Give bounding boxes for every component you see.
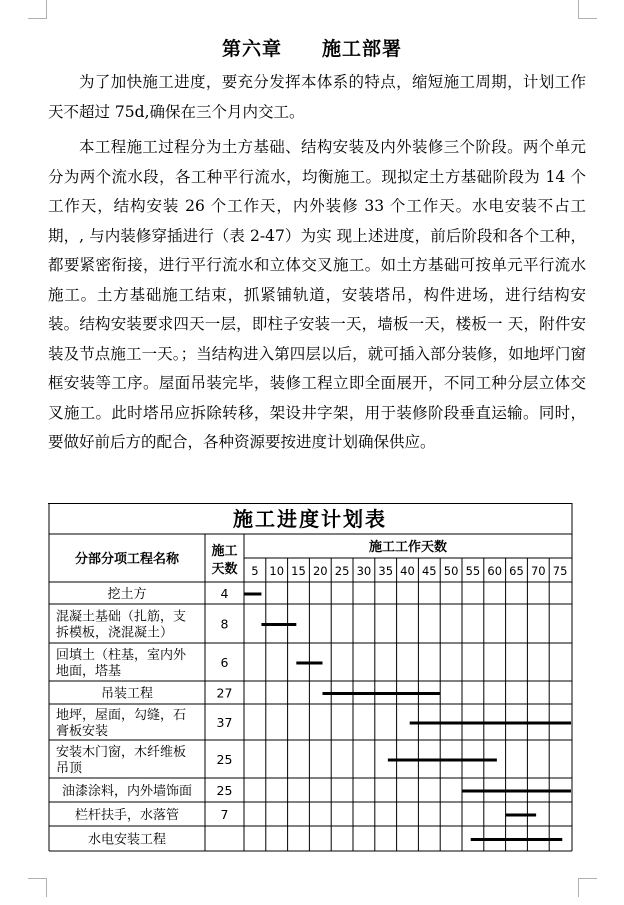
tick-label: 50 [443,564,459,578]
task-name: 水电安装工程 [87,832,167,848]
task-name: 地面，塔基 [56,664,122,679]
chapter-title: 施工部署 [322,38,403,60]
schedule-grid [48,503,574,861]
tick-label: 45 [421,564,437,578]
tick-label: 55 [465,564,481,578]
tick-label: 20 [312,564,328,578]
task-days: 6 [220,655,229,670]
task-name: 回填土（柱基，室内外 [56,648,187,663]
tick-label: 75 [552,564,568,578]
column-header-days: 天数 [211,562,238,577]
page-corner-mark [578,878,597,897]
tick-label: 60 [487,564,503,578]
tick-label: 65 [509,564,524,578]
column-header-timeline: 施工工作天数 [368,540,448,555]
task-name: 膏板安装 [56,724,109,739]
paragraph: 为了加快施工进度，要充分发挥本体系的特点，缩短施工周期，计划工作天不超过 75d,确保在三个月内交工。 [48,73,586,121]
task-days: 25 [216,783,233,798]
page-corner-mark [578,0,597,19]
tick-label: 70 [530,564,546,578]
task-name: 挖土方 [107,587,147,602]
task-name: 安装木门窗，木纤维板 [56,745,187,760]
tick-label: 35 [378,564,394,578]
task-name: 拆模板，浇混凝土） [56,625,174,641]
page-corner-mark [28,878,47,897]
tick-label: 40 [400,564,415,578]
task-name: 吊顶 [56,761,83,776]
task-name: 地坪，屋面，勾缝，石 [56,708,187,723]
task-days: 7 [220,807,229,822]
task-name: 油漆涂料，内外墙饰面 [61,784,193,799]
task-days: 4 [220,586,229,601]
tick-label: 30 [356,564,372,578]
task-name: 吊装工程 [100,686,154,702]
schedule-title: 施工进度计划表 [48,503,572,535]
task-days: 37 [216,715,233,730]
task-days: 25 [216,752,233,767]
column-header-name: 分部分项工程名称 [74,552,180,567]
tick-label: 10 [269,564,285,578]
page-corner-mark [28,0,47,19]
chapter-number: 第六章 [221,38,282,60]
task-days: 8 [220,616,229,632]
tick-label: 15 [291,564,306,578]
task-name: 混凝土基础（扎筋，支 [56,609,187,625]
paragraph: 本工程施工过程分为土方基础、结构安装及内外装修三个阶段。两个单元分为两个流水段，各工种平行流水，均衡施工。现拟定土方基础阶段为 14 个工作天，结构安装 26 个工作天，内外装修 33 个工作天。水电安装不占工期，, 与内装修穿插进行（表 2-47）为实 现上述进度，前后阶段和各个工种，都要紧密衔接，进行平行流水和立体交叉施工。如土方基础可按单元平行流水施工。土方基础施工结束，抓紧铺轨道，安装塔吊，构件进场，进行结构安装。结构安装要求四天一层，即柱子安装一天，墙板一天，楼板一 天，附件安装及节点施工一天。；当结构进入第四层以后，就可插入部分装修，如地坪门窗框安装等工序。屋面吊装完毕，装修工程立即全面展开，不同工种分层立体交叉施工。此时塔吊应拆除转移，架设井字架，用于装修阶段垂直运输。同时，要做好前后方的配合，各种资源要按进度计划确保供应。 [48,138,586,451]
tick-label: 5 [251,564,259,578]
column-header-days: 施工 [211,544,238,559]
chapter-heading [0,34,624,61]
task-name: 栏杆扶手，水落管 [74,808,180,823]
tick-label: 25 [334,564,350,578]
task-days: 27 [216,685,233,701]
